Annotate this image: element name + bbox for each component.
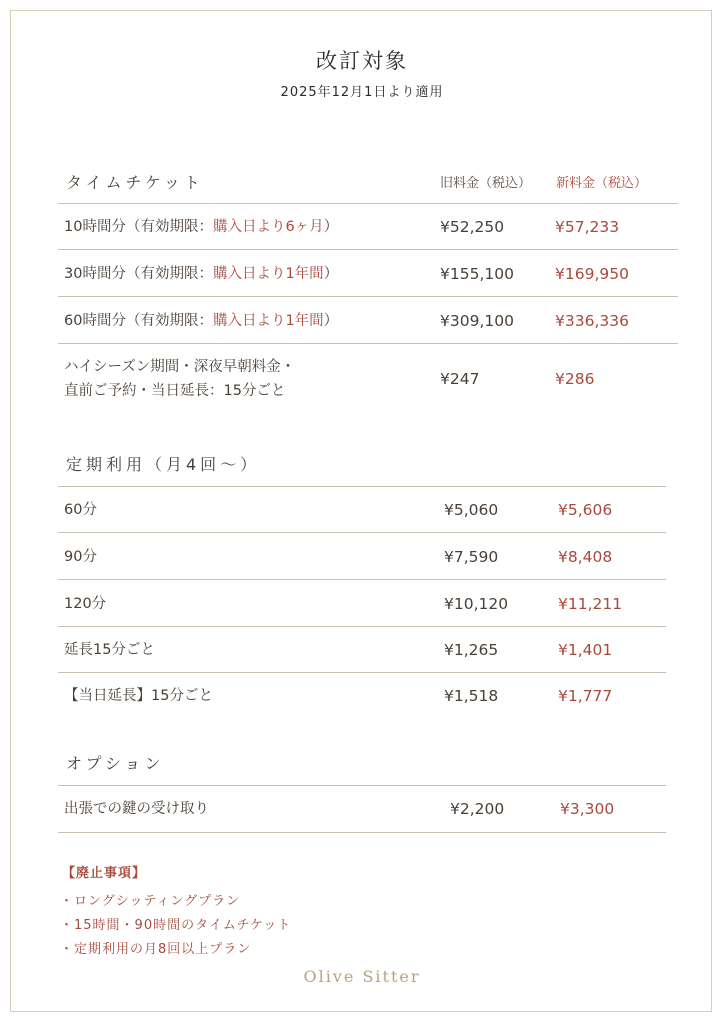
table-row bbox=[58, 343, 678, 414]
new-price: ¥1,401 bbox=[558, 641, 613, 659]
new-price: ¥57,233 bbox=[555, 218, 620, 236]
table-row bbox=[58, 672, 666, 719]
old-price: ¥155,100 bbox=[440, 264, 514, 283]
row-label: 60分 bbox=[64, 502, 97, 518]
brand-logo: Olive Sitter bbox=[303, 967, 421, 986]
row-label: 延長15分ごと bbox=[64, 642, 155, 658]
list-item: ・定期利用の月8回以上プラン bbox=[60, 942, 252, 957]
table-row bbox=[58, 785, 666, 833]
old-price: ¥7,590 bbox=[444, 547, 499, 566]
abolished-heading: 【廃止事項】 bbox=[62, 866, 147, 881]
table-row bbox=[58, 626, 666, 673]
old-price: ¥10,120 bbox=[444, 594, 509, 613]
list-item: ・15時間・90時間のタイムチケット bbox=[60, 918, 292, 933]
new-price: ¥169,950 bbox=[555, 264, 629, 283]
row-label: 出張での鍵の受け取り bbox=[64, 801, 209, 817]
row-label: 10時間分（有効期限：購入日より6ヶ月） bbox=[64, 219, 339, 235]
new-price: ¥3,300 bbox=[560, 800, 615, 818]
table-row bbox=[58, 486, 666, 533]
effective-date: 2025年12月1日より適用 bbox=[280, 85, 444, 100]
old-price: ¥52,250 bbox=[440, 218, 505, 236]
old-price: ¥309,100 bbox=[440, 311, 514, 330]
old-price: ¥1,265 bbox=[444, 641, 499, 659]
row-label: 60時間分（有効期限：購入日より1年間） bbox=[64, 312, 339, 329]
table-row bbox=[58, 532, 666, 580]
new-price: ¥5,606 bbox=[558, 501, 613, 519]
time-ticket-heading: タイムチケット bbox=[66, 173, 204, 192]
new-price: ¥286 bbox=[555, 370, 595, 388]
table-row bbox=[58, 296, 678, 344]
row-label: 30時間分（有効期限：購入日より1年間） bbox=[64, 265, 339, 282]
regular-use-heading: 定期利用（月4回〜） bbox=[66, 455, 261, 474]
new-price-column-header: 新料金（税込） bbox=[556, 176, 648, 191]
new-price: ¥336,336 bbox=[555, 311, 629, 330]
list-item: ・ロングシッティングプラン bbox=[60, 894, 241, 909]
table-row bbox=[58, 203, 678, 250]
page-title: 改訂対象 bbox=[316, 49, 408, 73]
new-price: ¥8,408 bbox=[558, 547, 613, 566]
old-price: ¥2,200 bbox=[450, 800, 505, 818]
old-price: ¥1,518 bbox=[444, 687, 499, 705]
old-price: ¥247 bbox=[440, 370, 480, 388]
new-price: ¥1,777 bbox=[558, 687, 613, 705]
row-label: 【当日延長】15分ごと bbox=[64, 688, 213, 704]
new-price: ¥11,211 bbox=[558, 594, 623, 613]
table-row bbox=[58, 249, 678, 297]
option-heading: オプション bbox=[66, 754, 165, 773]
old-price-column-header: 旧料金（税込） bbox=[440, 176, 532, 191]
old-price: ¥5,060 bbox=[444, 501, 499, 519]
row-label: 90分 bbox=[64, 548, 97, 565]
row-label: ハイシーズン期間・深夜早朝料金・ 直前ご予約・当日延長：15分ごと bbox=[64, 359, 296, 399]
table-row bbox=[58, 579, 666, 627]
row-label: 120分 bbox=[64, 595, 107, 612]
